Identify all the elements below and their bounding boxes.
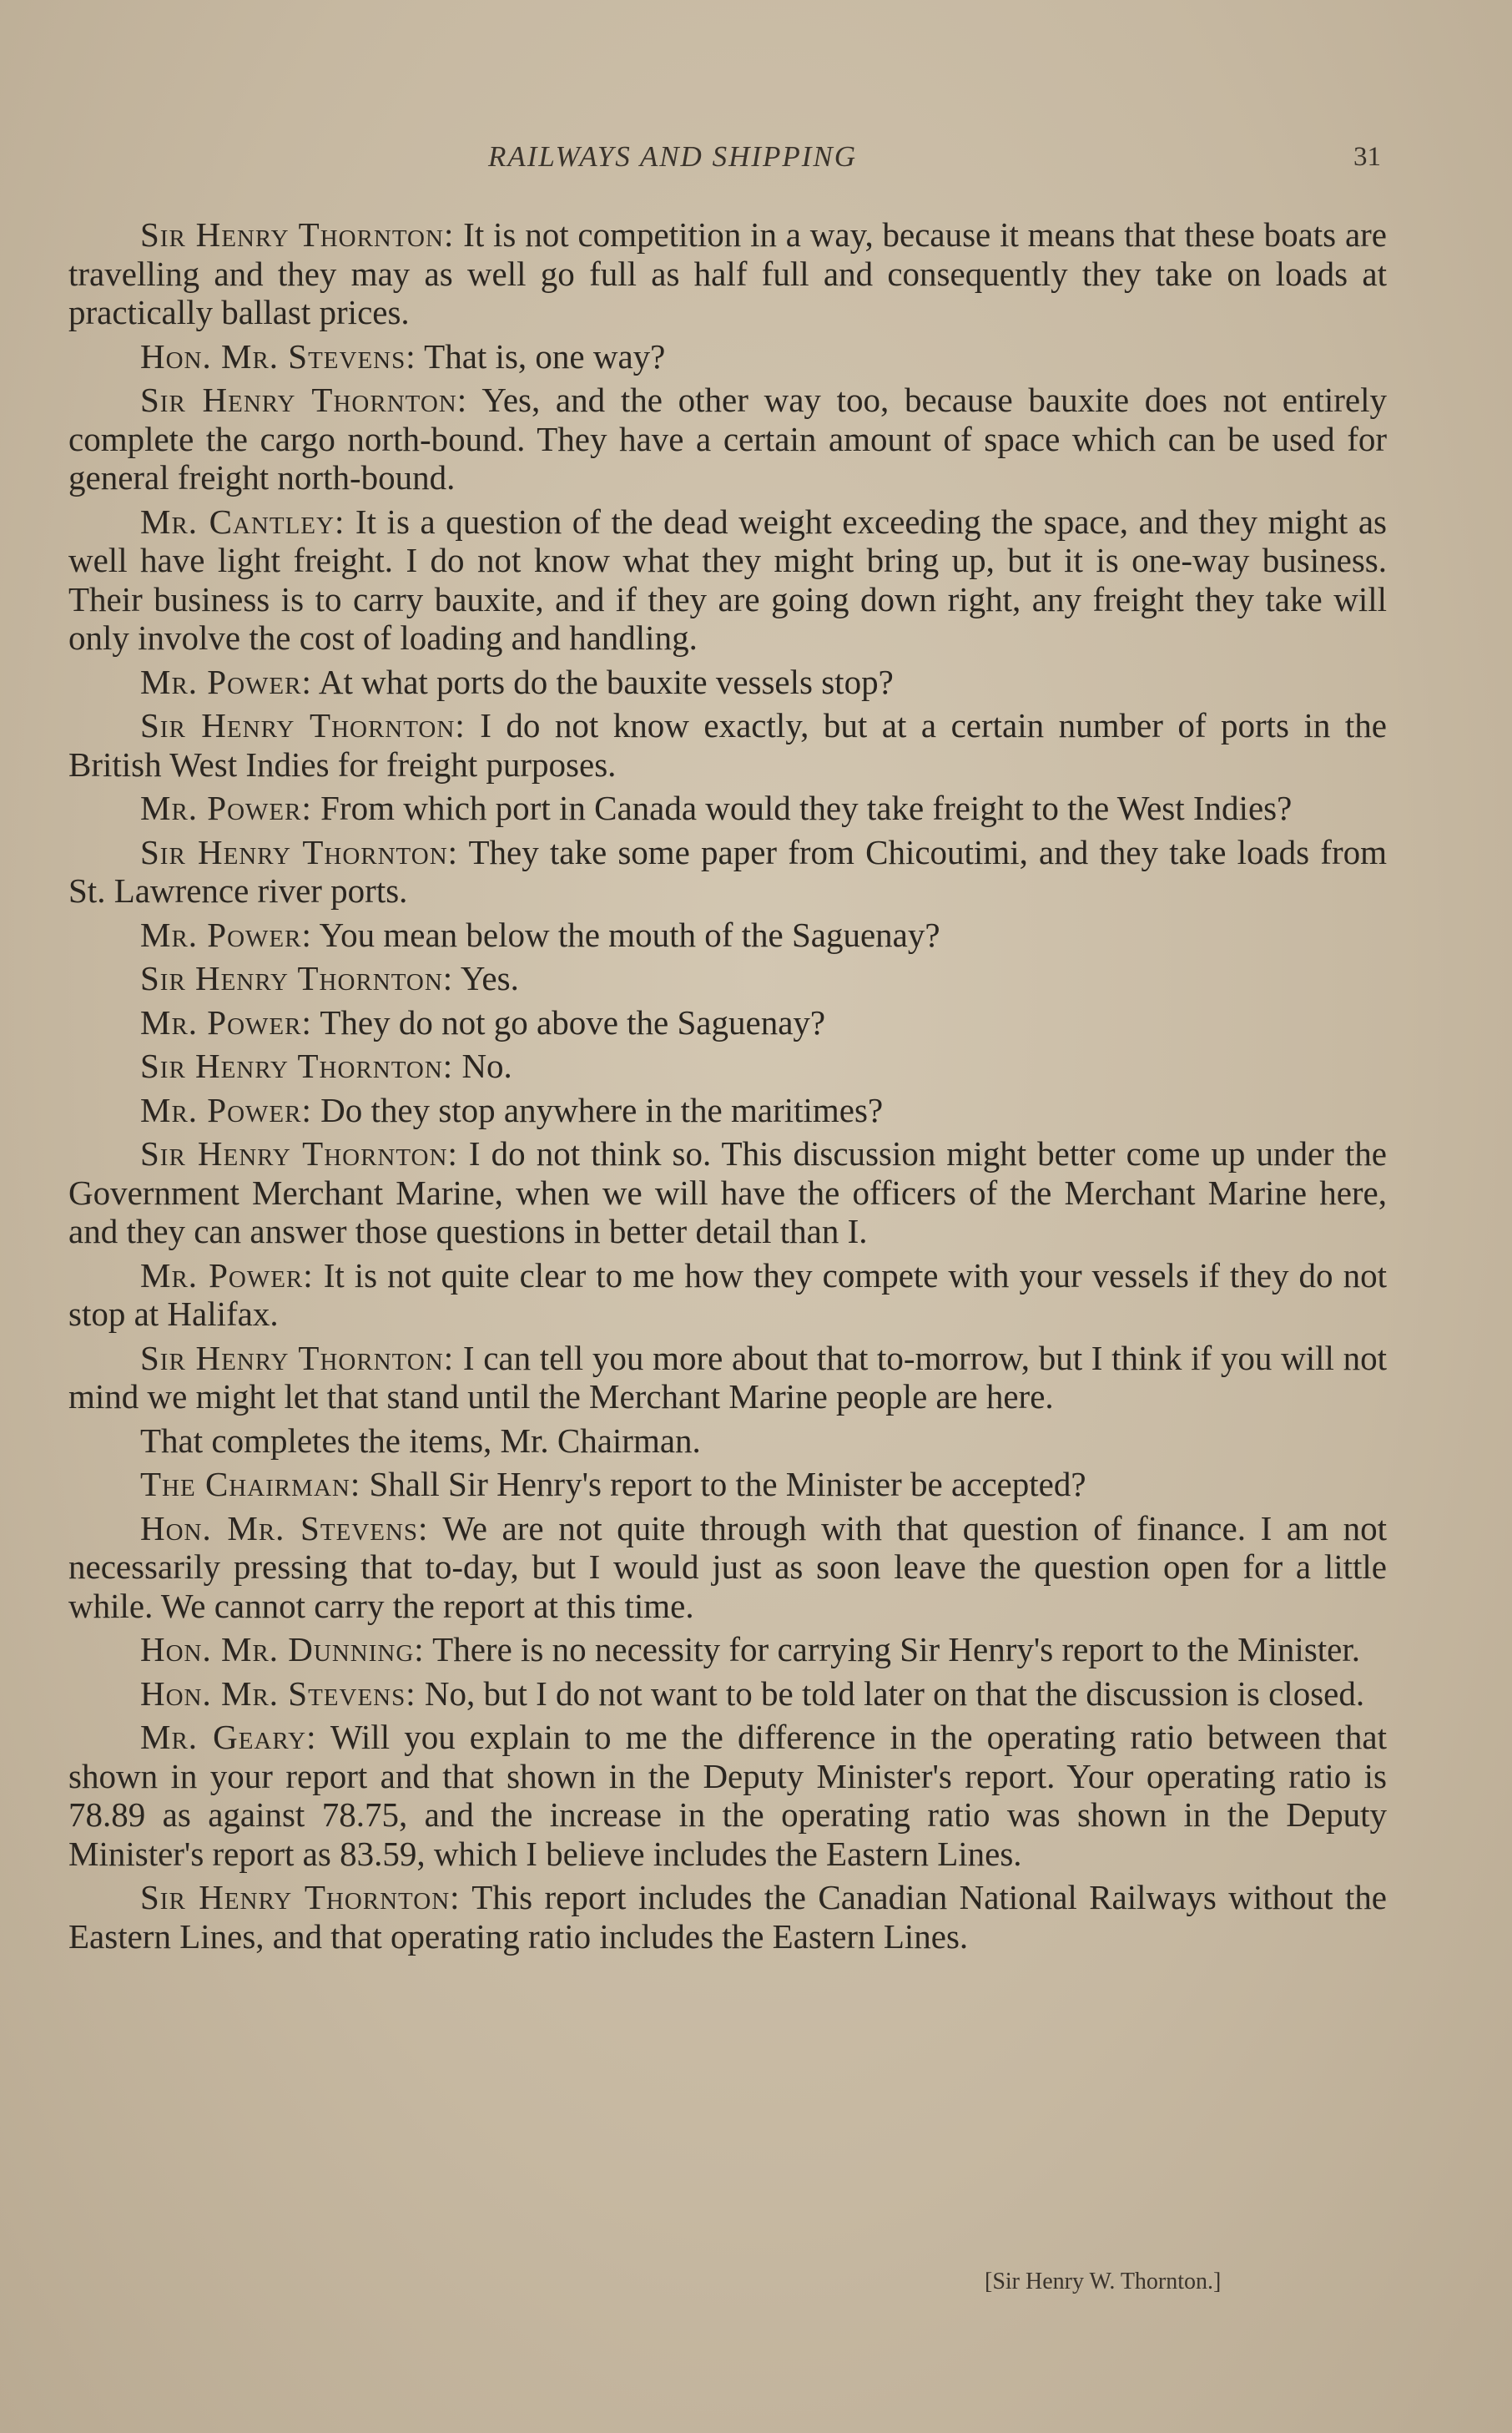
speaker-name: The Chairman: — [140, 1465, 361, 1503]
speaker-name: Sir Henry Thornton: — [140, 1134, 458, 1173]
speaker-name: Sir Henry Thornton: — [140, 1878, 461, 1916]
paragraph-text: It is not quite clear to me how they compete with your vessels if they do not stop at Halifax. — [68, 1255, 1387, 1333]
speaker-name: Mr. Power: — [140, 1090, 312, 1129]
transcript-paragraph — [68, 1509, 1387, 1626]
transcript-paragraph — [68, 1465, 1387, 1504]
paragraph-text: I can tell you more about that to-morrow, but I think if you will not mind we might let that stand until the Merchant Marine people are here. — [68, 1338, 1387, 1416]
transcript-paragraph — [68, 1339, 1387, 1416]
paragraph-text: No. — [453, 1047, 512, 1085]
speaker-name: Mr. Geary: — [140, 1718, 317, 1756]
running-head: RAILWAYS AND SHIPPING — [488, 140, 858, 173]
transcript-paragraph — [68, 215, 1387, 332]
speaker-name: Sir Henry Thornton: — [140, 1338, 455, 1377]
page-number: 31 — [1353, 142, 1381, 172]
paragraph-text: That is, one way? — [416, 336, 666, 376]
speaker-name: Hon. Mr. Stevens: — [140, 1508, 429, 1547]
speaker-signature: [Sir Henry W. Thornton.] — [985, 2269, 1222, 2294]
transcript-body — [68, 215, 1387, 1961]
paragraph-text: It is a question of the dead weight exceeding the space, and they might as well have light freight. I do not know what they might bring up, but it is one-way business. Their business is to carry bauxite, and if they are going down right, any freight they take will only involve the cost of loading and handling. — [68, 502, 1387, 657]
transcript-paragraph — [68, 381, 1387, 497]
paragraph-text: That completes the items, Mr. Chairman. — [140, 1421, 701, 1460]
speaker-name: Sir Henry Thornton: — [140, 959, 454, 997]
paragraph-text: From which port in Canada would they take freight to the West Indies? — [311, 789, 1293, 827]
paragraph-text: Shall Sir Henry's report to the Minister be accepted? — [360, 1465, 1086, 1503]
paragraph-text: They do not go above the Saguenay? — [311, 1002, 826, 1042]
speaker-name: Sir Henry Thornton: — [140, 381, 468, 419]
paragraph-text: Will you explain to me the difference in the operating ratio between that shown in your report and that shown in the Deputy Minister's report. Your operating ratio is 78.89 as against 78.75, and the increase in the operating ratio was shown in the Deputy Minister's report as 83.59, which I believe includes the Eastern Lines. — [68, 1718, 1387, 1873]
transcript-paragraph — [68, 1674, 1387, 1714]
speaker-name: Hon. Mr. Stevens: — [140, 336, 416, 376]
transcript-paragraph — [68, 789, 1387, 828]
speaker-name: Mr. Power: — [140, 662, 312, 701]
transcript-paragraph — [68, 1718, 1387, 1873]
paragraph-text: No, but I do not want to be told later on that the discussion is closed. — [416, 1673, 1365, 1713]
transcript-paragraph — [68, 1091, 1387, 1130]
speaker-name: Sir Henry Thornton: — [140, 706, 466, 745]
transcript-paragraph — [68, 706, 1387, 784]
paragraph-text: There is no necessity for carrying Sir Henry's report to the Minister. — [424, 1630, 1361, 1668]
transcript-paragraph — [68, 1878, 1387, 1956]
paragraph-text: They take some paper from Chicoutimi, and they take loads from St. Lawrence river ports. — [68, 832, 1387, 910]
transcript-paragraph — [68, 337, 1387, 376]
transcript-paragraph — [68, 1003, 1387, 1042]
paragraph-text: Yes. — [453, 959, 519, 997]
paragraph-text: I do not think so. This discussion might better come up under the Government Merchant Marine, when we will have the officers of the Merchant Marine here, and they can answer those questions in better detail than I. — [68, 1134, 1387, 1250]
transcript-paragraph — [68, 1047, 1387, 1086]
transcript-paragraph — [68, 1421, 1387, 1461]
transcript-paragraph — [68, 959, 1387, 998]
paragraph-text: At what ports do the bauxite vessels stop? — [311, 662, 894, 701]
transcript-paragraph — [68, 1134, 1387, 1251]
speaker-name: Sir Henry Thornton: — [140, 832, 459, 871]
paragraph-text: You mean below the mouth of the Saguenay? — [311, 915, 940, 954]
paragraph-text: We are not quite through with that question of finance. I am not necessarily pressing that to-day, but I would just as soon leave the question open for a little while. We cannot carry the report at this time. — [68, 1508, 1387, 1625]
transcript-paragraph — [68, 663, 1387, 702]
paragraph-text: This report includes the Canadian National Railways without the Eastern Lines, and that operating ratio includes the Eastern Lines. — [68, 1878, 1387, 1956]
speaker-name: Mr. Cantley: — [140, 502, 345, 541]
transcript-paragraph — [68, 916, 1387, 955]
speaker-name: Sir Henry Thornton: — [140, 1047, 454, 1085]
speaker-name: Mr. Power: — [140, 1002, 312, 1042]
transcript-paragraph — [68, 833, 1387, 911]
speaker-name: Hon. Mr. Dunning: — [140, 1630, 425, 1668]
speaker-name: Mr. Power: — [140, 915, 312, 954]
transcript-paragraph — [68, 502, 1387, 658]
paragraph-text: I do not know exactly, but at a certain number of ports in the British West Indies for freight purposes. — [68, 706, 1387, 784]
speaker-name: Mr. Power: — [140, 1255, 314, 1295]
transcript-paragraph — [68, 1256, 1387, 1334]
speaker-name: Mr. Power: — [140, 789, 312, 827]
speaker-name: Sir Henry Thornton: — [140, 215, 455, 254]
speaker-name: Hon. Mr. Stevens: — [140, 1673, 416, 1713]
paragraph-text: Yes, and the other way too, because bauxite does not entirely complete the cargo north-bound. They have a certain amount of space which can be used for general freight north-bound. — [68, 381, 1387, 497]
paragraph-text: It is not competition in a way, because it means that these boats are travelling and they may as well go full as half full and consequently they take on loads at practically ballast prices. — [68, 215, 1388, 331]
paragraph-text: Do they stop anywhere in the maritimes? — [311, 1090, 884, 1129]
transcript-paragraph — [68, 1630, 1387, 1669]
